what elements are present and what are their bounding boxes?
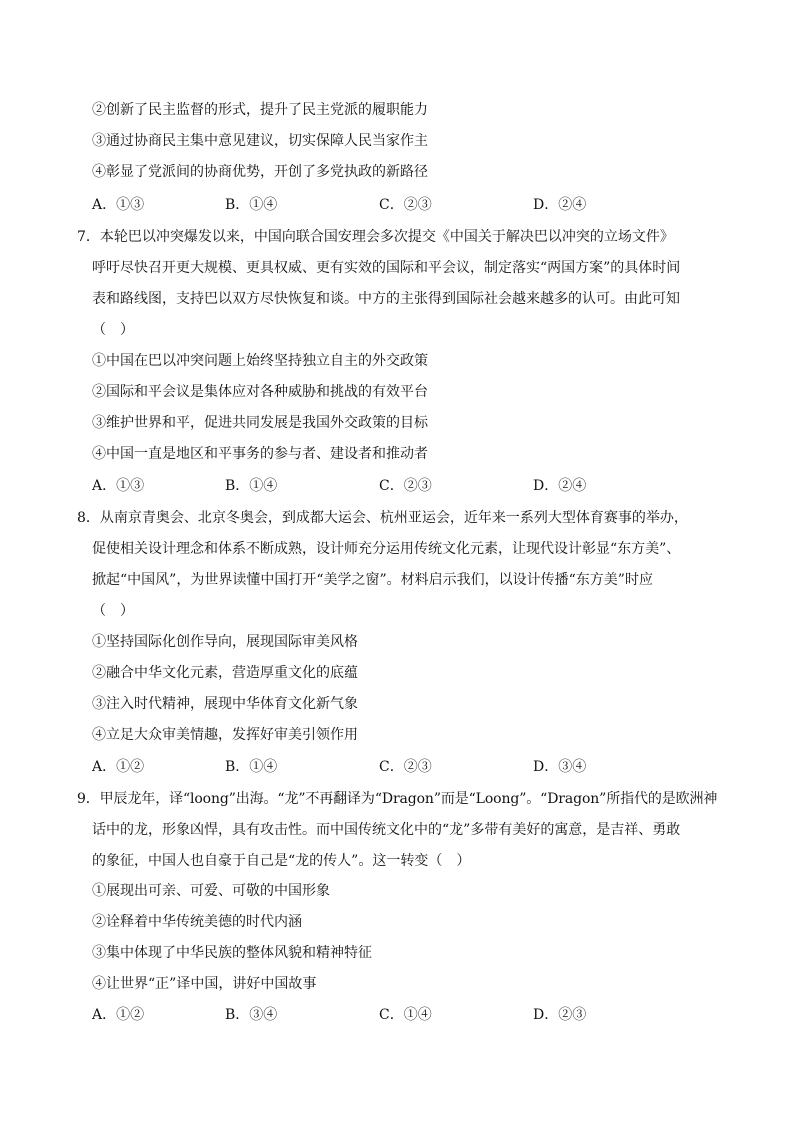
q9-stem-line-3: 的象征，中国人也自豪于自己是“龙的传人”。这一转变（ ）: [92, 853, 471, 869]
q7-choice-d[interactable]: D．②④: [533, 478, 587, 494]
q7-stem-line-1: 7．本轮巴以冲突爆发以来，中国向联合国安理会多次提交《中国关于解决巴以冲突的立场文件》: [77, 229, 674, 245]
q8-choice-a[interactable]: A．①②: [92, 759, 145, 775]
q7-option-4: ④中国一直是地区和平事务的参与者、建设者和推动者: [92, 446, 428, 462]
q6-answer-choices: [92, 196, 712, 214]
q8-answer-blank: （ ）: [92, 603, 134, 619]
q9-choice-b[interactable]: B．③④: [225, 1007, 278, 1023]
q9-choice-a[interactable]: A．①②: [92, 1007, 145, 1023]
q8-choice-c[interactable]: C．②③: [379, 759, 432, 775]
q8-choice-d[interactable]: D．③④: [533, 759, 587, 775]
q8-option-1: ①坚持国际化创作导向，展现国际审美风格: [92, 634, 358, 650]
q6-choice-c[interactable]: C．②③: [379, 197, 432, 213]
q7-answer-choices: [92, 477, 712, 495]
q9-stem-line-1: 9．甲辰龙年，译“loong”出海。“龙”不再翻译为“Dragon”而是“Loong”。“Dragon”所指代的是欧洲神: [77, 791, 718, 807]
q7-choice-c[interactable]: C．②③: [379, 478, 432, 494]
q8-option-4: ④立足大众审美情趣，发挥好审美引领作用: [92, 727, 358, 743]
q7-option-1: ①中国在巴以冲突问题上始终坚持独立自主的外交政策: [92, 353, 428, 369]
q8-choice-b[interactable]: B．①④: [225, 759, 278, 775]
q7-option-2: ②国际和平会议是集体应对各种威胁和挑战的有效平台: [92, 384, 428, 400]
q6-option-2: ②创新了民主监督的形式，提升了民主党派的履职能力: [92, 102, 428, 118]
q9-option-4: ④让世界“正”译中国，讲好中国故事: [92, 976, 317, 992]
q9-option-1: ①展现出可亲、可爱、可敬的中国形象: [92, 883, 330, 899]
q8-option-2: ②融合中华文化元素，营造厚重文化的底蕴: [92, 665, 358, 681]
q9-stem-line-2: 话中的龙，形象凶悍，具有攻击性。而中国传统文化中的“龙”多带有美好的寓意，是吉祥、勇敢: [92, 822, 681, 838]
q8-stem-line-1: 8．从南京青奥会、北京冬奥会，到成都大运会、杭州亚运会，近年来一系列大型体育赛事的举办，: [77, 510, 688, 526]
q9-answer-choices: [92, 1006, 712, 1024]
q9-choice-c[interactable]: C．①④: [379, 1007, 432, 1023]
q8-stem-line-3: 掀起“中国风”，为世界读懂中国打开“美学之窗”。材料启示我们，以设计传播“东方美”时应: [92, 572, 653, 588]
q6-choice-b[interactable]: B．①④: [225, 197, 278, 213]
q9-choice-d[interactable]: D．②③: [533, 1007, 587, 1023]
q6-choice-a[interactable]: A．①③: [92, 197, 145, 213]
q7-stem-line-3: 表和路线图，支持巴以双方尽快恢复和谈。中方的主张得到国际社会越来越多的认可。由此可知: [92, 291, 680, 307]
q7-choice-a[interactable]: A．①③: [92, 478, 145, 494]
q7-choice-b[interactable]: B．①④: [225, 478, 278, 494]
q6-choice-d[interactable]: D．②④: [533, 197, 587, 213]
q8-stem-line-2: 促使相关设计理念和体系不断成熟，设计师充分运用传统文化元素，让现代设计彰显“东方美”、: [92, 541, 681, 557]
q6-option-3: ③通过协商民主集中意见建议，切实保障人民当家作主: [92, 133, 428, 149]
q7-option-3: ③维护世界和平，促进共同发展是我国外交政策的目标: [92, 415, 428, 431]
q9-option-2: ②诠释着中华传统美德的时代内涵: [92, 914, 302, 930]
q6-option-4: ④彰显了党派间的协商优势，开创了多党执政的新路径: [92, 164, 428, 180]
q8-answer-choices: [92, 758, 712, 776]
q7-answer-blank: （ ）: [92, 322, 134, 338]
q9-option-3: ③集中体现了中华民族的整体风貌和精神特征: [92, 945, 372, 961]
q8-option-3: ③注入时代精神，展现中华体育文化新气象: [92, 696, 358, 712]
q7-stem-line-2: 呼吁尽快召开更大规模、更具权威、更有实效的国际和平会议，制定落实“两国方案”的具体时间: [92, 260, 681, 276]
